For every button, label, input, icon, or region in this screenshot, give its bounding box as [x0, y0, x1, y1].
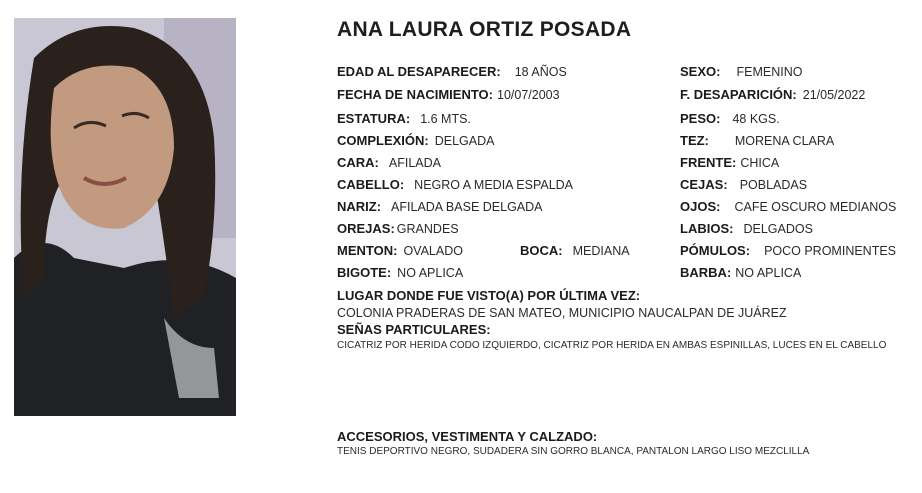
value-nacimiento: 10/07/2003: [497, 88, 560, 102]
field-peso: [680, 111, 780, 127]
label-desaparicion: F. DESAPARICIÓN:: [680, 87, 797, 102]
label-estatura: ESTATURA:: [337, 111, 411, 126]
field-desaparicion: [680, 87, 865, 103]
label-boca: BOCA:: [520, 243, 563, 258]
senas-value: CICATRIZ POR HERIDA CODO IZQUIERDO, CICATRIZ POR HERIDA EN AMBAS ESPINILLAS, LUCES EN EL CABELLO: [337, 340, 887, 351]
label-peso: PESO:: [680, 111, 721, 126]
label-bigote: BIGOTE:: [337, 265, 392, 280]
value-cejas: POBLADAS: [739, 178, 808, 192]
field-menton: [337, 243, 463, 259]
label-pomulos: PÓMULOS:: [680, 243, 751, 258]
value-orejas: GRANDES: [396, 222, 459, 236]
label-cara: CARA:: [337, 155, 379, 170]
label-menton: MENTON:: [337, 243, 398, 258]
value-desaparicion: 21/05/2022: [802, 88, 866, 102]
field-orejas: [337, 221, 459, 237]
label-barba: BARBA:: [680, 265, 732, 280]
label-edad: EDAD AL DESAPARECER:: [337, 64, 501, 79]
value-labios: DELGADOS: [743, 222, 813, 236]
value-bigote: NO APLICA: [397, 266, 464, 280]
field-nacimiento: [337, 87, 560, 103]
accesorios-label: ACCESORIOS, VESTIMENTA Y CALZADO:: [337, 429, 598, 444]
last-seen-value: COLONIA PRADERAS DE SAN MATEO, MUNICIPIO NAUCALPAN DE JUÁREZ: [337, 306, 787, 320]
last-seen-label: LUGAR DONDE FUE VISTO(A) POR ÚLTIMA VEZ:: [337, 288, 641, 303]
person-name: ANA LAURA ORTIZ POSADA: [337, 18, 632, 41]
label-nariz: NARIZ:: [337, 199, 382, 214]
value-boca: MEDIANA: [572, 244, 630, 258]
label-orejas: OREJAS:: [337, 221, 395, 236]
label-frente: FRENTE:: [680, 155, 737, 170]
field-boca: [520, 243, 630, 259]
value-menton: OVALADO: [403, 244, 463, 258]
field-sexo: [680, 64, 802, 80]
value-frente: CHICA: [740, 156, 780, 170]
value-cara: AFILADA: [388, 156, 441, 170]
value-estatura: 1.6 MTS.: [420, 112, 471, 126]
label-complexion: COMPLEXIÓN:: [337, 133, 429, 148]
value-peso: 48 KGS.: [732, 112, 780, 126]
field-complexion: [337, 133, 494, 149]
field-bigote: [337, 265, 463, 281]
value-complexion: DELGADA: [434, 134, 495, 148]
senas-label: SEÑAS PARTICULARES:: [337, 322, 491, 337]
value-ojos: CAFE OSCURO MEDIANOS: [734, 200, 897, 214]
field-ojos: [680, 199, 896, 215]
label-cabello: CABELLO:: [337, 177, 405, 192]
label-cejas: CEJAS:: [680, 177, 728, 192]
field-edad: [337, 64, 567, 80]
field-tez: [680, 133, 834, 149]
value-pomulos: POCO PROMINENTES: [764, 244, 897, 258]
field-cara: [337, 155, 441, 171]
label-sexo: SEXO:: [680, 64, 721, 79]
field-estatura: [337, 111, 471, 127]
field-frente: [680, 155, 779, 171]
label-tez: TEZ:: [680, 133, 709, 148]
value-barba: NO APLICA: [735, 266, 802, 280]
field-pomulos: [680, 243, 896, 259]
label-labios: LABIOS:: [680, 221, 734, 236]
value-cabello: NEGRO A MEDIA ESPALDA: [414, 178, 574, 192]
field-cabello: [337, 177, 573, 193]
value-edad: 18 AÑOS: [514, 65, 567, 79]
value-tez: MORENA CLARA: [734, 134, 835, 148]
accesorios-value: TENIS DEPORTIVO NEGRO, SUDADERA SIN GORRO BLANCA, PANTALON LARGO LISO MEZCLILLA: [337, 446, 810, 457]
field-labios: [680, 221, 813, 237]
value-nariz: AFILADA BASE DELGADA: [391, 200, 543, 214]
person-photo: [14, 18, 236, 416]
field-barba: [680, 265, 801, 281]
field-cejas: [680, 177, 807, 193]
field-nariz: [337, 199, 543, 215]
value-sexo: FEMENINO: [736, 65, 803, 79]
label-nacimiento: FECHA DE NACIMIENTO:: [337, 87, 493, 102]
label-ojos: OJOS:: [680, 199, 721, 214]
